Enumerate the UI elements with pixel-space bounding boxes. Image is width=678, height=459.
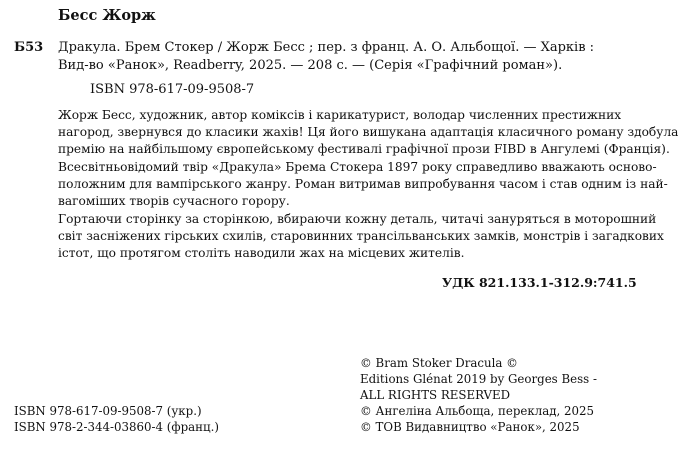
copyright-line: © ТОВ Видавництво «Ранок», 2025	[360, 420, 580, 434]
description-line: Всесвітньовідомий твір «Дракула» Брема Стокера 1897 року справедливо вважають осново-	[58, 160, 657, 174]
description-line: істот, що протягом століть наводили жах на місцевих жителів.	[58, 246, 465, 260]
isbn-ukrainian: ISBN 978-617-09-9508-7 (укр.)	[14, 404, 202, 418]
isbn-main: ISBN 978-617-09-9508-7	[90, 82, 255, 97]
description-line: положним для вампірського жанру. Роман витримав випробування часом і став одним із най-	[58, 177, 668, 191]
copyright-line: © Ангеліна Альбоща, переклад, 2025	[360, 404, 595, 418]
bibliographic-publisher-line: Вид-во «Ранок», Readberry, 2025. — 208 с. — (Серія «Графічний роман»).	[58, 58, 563, 73]
copyright-line: © Bram Stoker Dracula ©	[360, 356, 518, 370]
description-line: Жорж Бесс, художник, автор коміксів і карикатурист, володар численних престижних	[58, 108, 622, 122]
bibliographic-title-line: Дракула. Брем Стокер / Жорж Бесс ; пер. з франц. А. О. Альбощої. — Харків :	[58, 40, 595, 55]
author-heading: Бесс Жорж	[58, 7, 156, 24]
description-line: Гортаючи сторінку за сторінкою, вбираючи кожну деталь, читачі зануряться в моторошний	[58, 212, 657, 226]
copyright-line: Editions Glénat 2019 by Georges Bess -	[360, 372, 597, 386]
copyright-line: ALL RIGHTS RESERVED	[360, 388, 511, 402]
library-code: Б53	[14, 40, 44, 55]
description-line: вагоміших творів сучасного горору.	[58, 194, 290, 208]
description-line: світ засніжених гірських схилів, старовинних трансільванських замків, монстрів і загадкових	[58, 229, 664, 243]
isbn-french: ISBN 978-2-344-03860-4 (франц.)	[14, 420, 219, 434]
udc-code: УДК 821.133.1-312.9:741.5	[442, 275, 637, 290]
description-line: премію на найбільшому європейському фестивалі графічної прози FIBD в Ангулемі (Франція).	[58, 142, 670, 156]
description-line: нагород, звернувся до класики жахів! Ця його вишукана адаптація класичного роману здобула	[58, 125, 678, 139]
